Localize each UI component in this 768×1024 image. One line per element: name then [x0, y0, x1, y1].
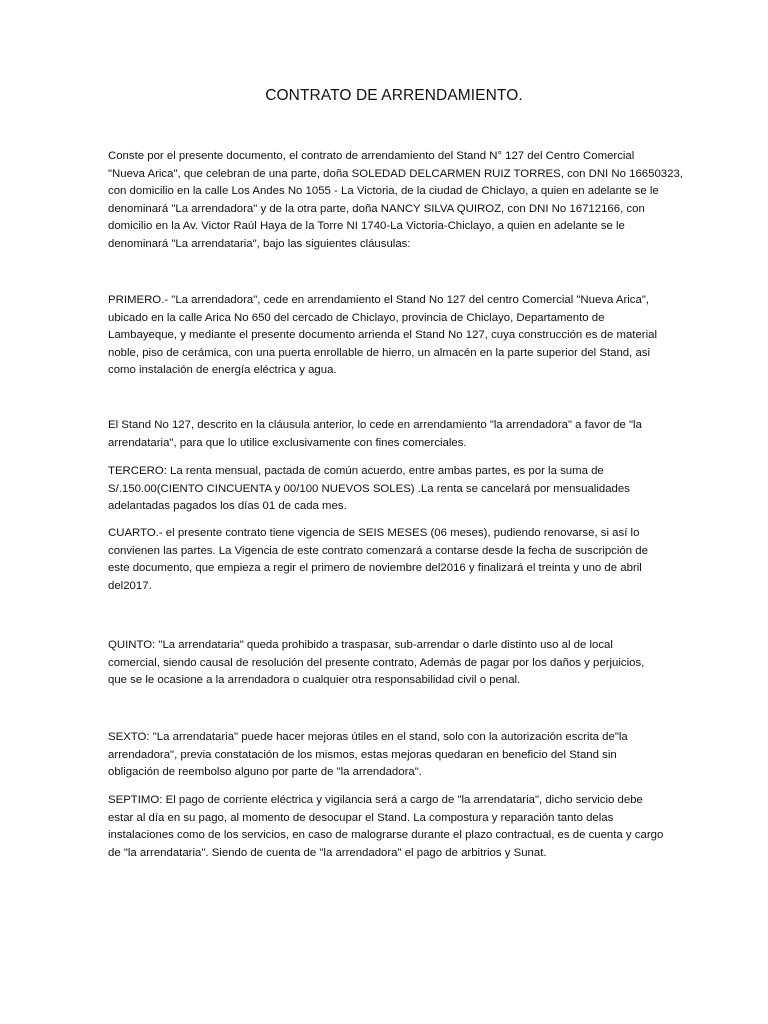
text-line: ubicado en la calle Arica No 650 del cercado de Chiclayo, provincia de Chiclayo, Departamento de [108, 311, 605, 324]
text-line: con domicilio en la calle Los Andes No 1055 - La Victoria, de la ciudad de Chiclayo, a quien en adelante se le [108, 185, 659, 197]
text-line: QUINTO: "La arrendataria" queda prohibido a traspasar, sub-arrendar o darle distinto uso al de local [108, 639, 613, 651]
text-line: TERCERO: La renta mensual, pactada de común acuerdo, entre ambas partes, es por la suma de [108, 465, 604, 477]
text-line: que se le ocasione a la arrendadora o cualquier otra responsabilidad civil o penal. [108, 674, 521, 686]
text-line: CUARTO.- el presente contrato tiene vigencia de SEIS MESES (06 meses), pudiendo renovarse, si así lo [108, 527, 640, 539]
text-line: denominará "La arrendadora" y de la otra parte, doña NANCY SILVA QUIROZ, con DNI No 16712166, con [108, 202, 645, 215]
text-line: instalaciones como de los servicios, en caso de malograrse durante el plazo contractual, es de cuenta y cargo [108, 829, 664, 841]
paragraph-sexto [108, 729, 688, 782]
paragraph-quinto [108, 637, 688, 690]
paragraph-septimo [108, 792, 688, 862]
paragraph-primero [108, 292, 688, 380]
text-line: "Nueva Arica", que celebran de una parte, doña SOLEDAD DELCARMEN RUIZ TORRES, con DNI No 16650323, [108, 167, 683, 180]
paragraph-stand [108, 417, 688, 452]
text-line: El Stand No 127, descrito en la cláusula anterior, lo cede en arrendamiento "la arrendadora" a favor de "la [108, 419, 642, 431]
text-line: convienen las partes. La Vigencia de este contrato comenzará a contarse desde la fecha de suscripción de [108, 544, 648, 557]
document-title: CONTRATO DE ARRENDAMIENTO. [265, 87, 523, 104]
text-line: obligación de reembolso alguno por parte de "la arrendadora". [108, 766, 422, 778]
text-line: Lambayeque, y mediante el presente documento arrienda el Stand No 127, cuya construcción es de material [108, 329, 657, 341]
paragraph-cuarto [108, 525, 688, 595]
text-line: como instalación de energía eléctrica y agua. [108, 364, 337, 376]
text-line: SEPTIMO: El pago de corriente eléctrica y vigilancia será a cargo de "la arrendataria", dicho servicio debe [108, 794, 643, 806]
paragraph-intro [108, 148, 688, 253]
text-line: estar al día en su pago, al momento de desocupar el Stand. La compostura y reparación tanto delas [108, 811, 614, 824]
text-line: este documento, que empieza a regir el primero de noviembre del2016 y finalizará el treinta y uno de abril [108, 562, 642, 574]
text-line: SEXTO: "La arrendataria" puede hacer mejoras útiles en el stand, solo con la autorización escrita de"la [108, 731, 628, 743]
text-line: Conste por el presente documento, el contrato de arrendamiento del Stand N° 127 del Centro Comercial [108, 150, 635, 162]
text-line: de "la arrendataria". Siendo de cuenta de "la arrendadora" el pago de arbitrios y Sunat. [108, 846, 547, 859]
text-line: denominará "La arrendataria", bajo las siguientes cláusulas: [108, 237, 411, 250]
text-line: del2017. [108, 579, 152, 592]
text-line: arrendataria", para que lo utilice exclusivamente con fines comerciales. [108, 436, 467, 449]
text-line: noble, piso de cerámica, con una puerta enrollable de hierro, un almacén en la parte superior del Stand, asi [108, 346, 651, 359]
text-line: PRIMERO.- "La arrendadora", cede en arrendamiento el Stand No 127 del centro Comercial "Nueva Arica", [108, 294, 650, 306]
text-line: adelantadas pagados los días 01 de cada mes. [108, 500, 347, 512]
text-line: S/.150.00(CIENTO CINCUENTA y 00/100 NUEVOS SOLES) .La renta se cancelará por mensualidades [108, 482, 630, 495]
paragraph-tercero [108, 463, 688, 516]
text-line: domicilio en la Av. Victor Raúl Haya de la Torre NI 1740-La Victoria-Chiclayo, a quien en adelante se le [108, 220, 625, 232]
text-line: arrendadora", previa constatación de los mismos, estas mejoras quedaran en beneficio del Stand sin [108, 748, 617, 761]
text-line: comercial, siendo causal de resolución del presente contrato, Además de pagar por los daños y perjuicios, [108, 656, 645, 669]
